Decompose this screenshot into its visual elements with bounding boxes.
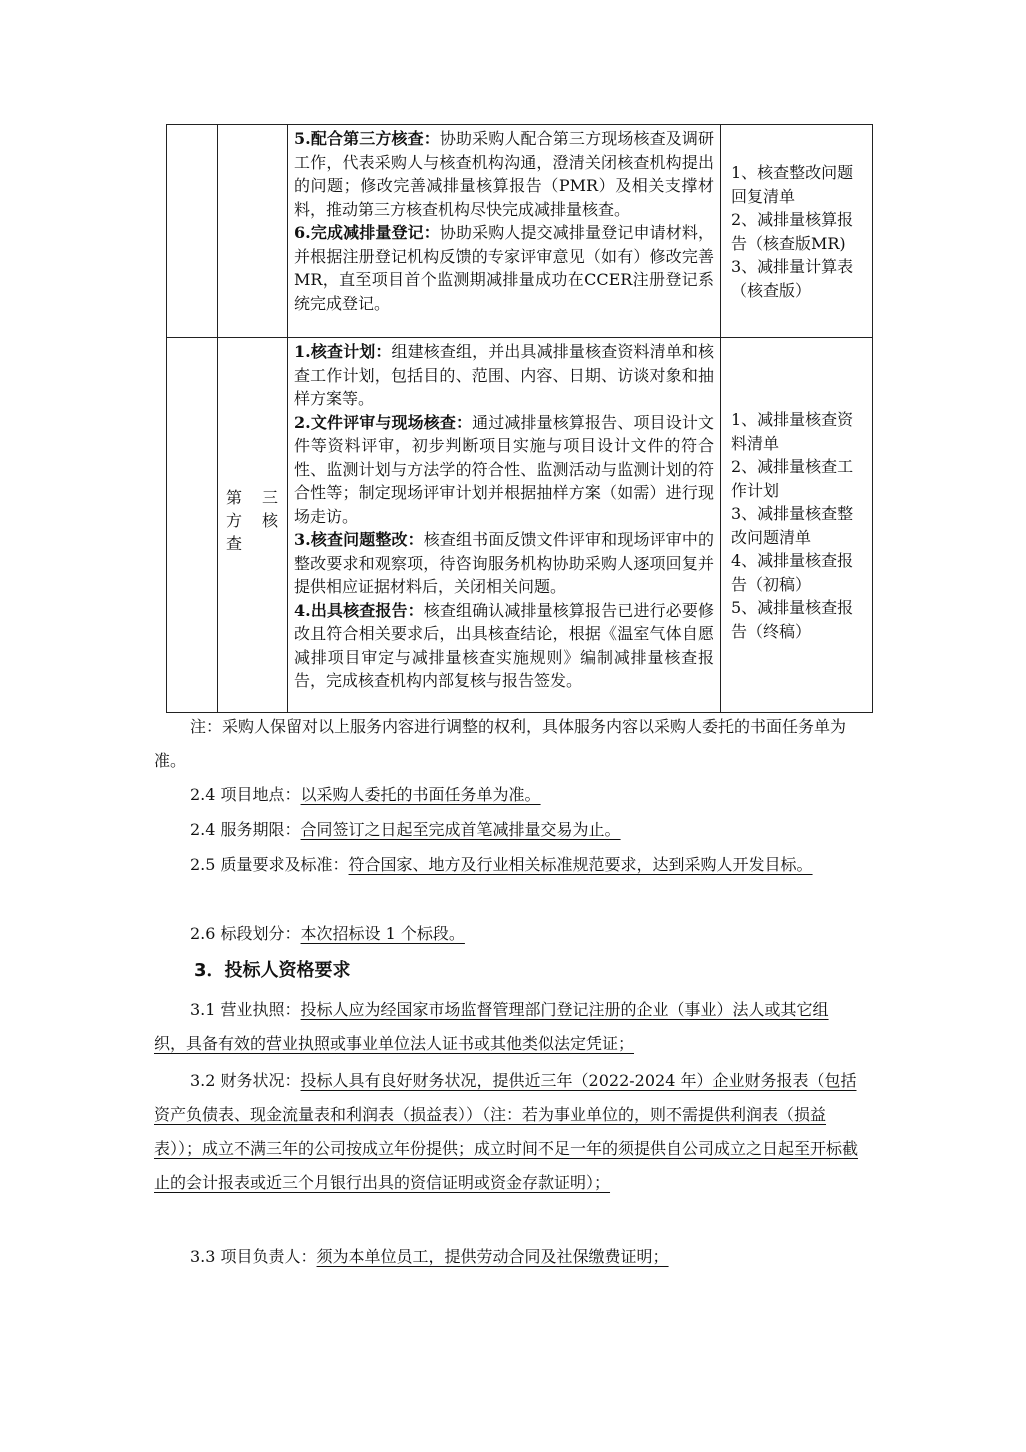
field-label: 3.1 营业执照： xyxy=(190,1000,301,1019)
stage-char: 查 xyxy=(226,534,243,553)
deliverable-item: 4、减排量核查报告（初稿） xyxy=(731,551,854,594)
list-item: 2.文件评审与现场核查：通过减排量核算报告、项目设计文件等资料评审，初步判断项目实施与项目设计文件的符合性、监测计划与方法学的符合性、监测活动与监测计划的符合性等；制定现场评审计划并根据抽样方案（如需）进行现场走访。 xyxy=(294,412,714,526)
deliverable-item: 1、核查整改问题回复清单 xyxy=(731,163,854,206)
service-table xyxy=(166,124,873,713)
stage-char: 第 xyxy=(226,488,243,507)
stage-char: 核 xyxy=(262,511,279,530)
financial-status xyxy=(154,1064,858,1200)
deliverables-cell xyxy=(721,125,873,338)
content-cell xyxy=(288,125,721,338)
field-value: 须为本单位员工，提供劳动合同及社保缴费证明； xyxy=(316,1247,669,1266)
content-cell xyxy=(288,338,721,713)
field-label: 3.2 财务状况： xyxy=(190,1071,301,1090)
service-period xyxy=(154,813,858,847)
deliverable-item: 3、减排量核查整改问题清单 xyxy=(731,504,854,547)
stage-cell xyxy=(218,125,288,338)
field-label: 2.6 标段划分： xyxy=(190,924,301,943)
deliverable-item: 2、减排量核查工作计划 xyxy=(731,457,854,500)
field-value: 合同签订之日起至完成首笔减排量交易为止。 xyxy=(300,820,621,839)
deliverable-item: 5、减排量核查报告（终稿） xyxy=(731,598,854,641)
list-item: 5.配合第三方核查：协助采购人配合第三方现场核查及调研工作，代表采购人与核查机构沟通，澄清关闭核查机构提出的问题；修改完善减排量核算报告（PMR）及相关支撑材料，推动第三方核查机构尽快完成减排量核查。 xyxy=(294,129,714,219)
field-label: 3.3 项目负责人： xyxy=(190,1247,317,1266)
table-row xyxy=(167,125,873,338)
empty-cell xyxy=(167,338,218,713)
empty-cell xyxy=(167,125,218,338)
business-license xyxy=(154,993,858,1061)
list-item: 6.完成减排量登记：协助采购人提交减排量登记申请材料，并根据注册登记机构反馈的专家评审意见（如有）修改完善MR，直至项目首个监测期减排量成功在CCER注册登记系统完成登记。 xyxy=(294,223,714,313)
deliverable-item: 1、减排量核查资料清单 xyxy=(731,410,854,453)
section-heading: 3．投标人资格要求 xyxy=(194,960,351,981)
lot-division xyxy=(154,917,858,951)
field-value: 以采购人委托的书面任务单为准。 xyxy=(300,785,541,804)
stage-char: 三 xyxy=(262,488,279,507)
field-value: 投标人应为经国家市场监督管理部门登记注册的企业（事业）法人或其它组织，具备有效的营业执照或事业单位法人证书或其他类似法定凭证； xyxy=(154,1000,829,1053)
quality-requirements xyxy=(154,848,858,882)
stage-char: 方 xyxy=(226,511,243,530)
stage-cell xyxy=(218,338,288,713)
deliverables-cell xyxy=(721,338,873,713)
list-item: 1.核查计划：组建核查组，并出具减排量核查资料清单和核查工作计划，包括目的、范围、内容、日期、访谈对象和抽样方案等。 xyxy=(294,342,714,408)
field-label: 2.4 服务期限： xyxy=(190,820,301,839)
table-row xyxy=(167,338,873,713)
deliverable-item: 3、减排量计算表（核查版） xyxy=(731,257,854,300)
field-label: 2.5 质量要求及标准： xyxy=(190,855,349,874)
project-location xyxy=(154,778,858,812)
field-value: 符合国家、地方及行业相关标准规范要求，达到采购人开发目标。 xyxy=(348,855,813,874)
stage-label xyxy=(218,338,287,712)
table-note: 注：采购人保留对以上服务内容进行调整的权利，具体服务内容以采购人委托的书面任务单为准。 xyxy=(154,717,847,770)
deliverable-item: 2、减排量核算报告（核查版MR) xyxy=(731,210,854,253)
list-item: 4.出具核查报告：核查组确认减排量核算报告已进行必要修改且符合相关要求后，出具核查结论，根据《温室气体自愿减排项目审定与减排量核查实施规则》编制减排量核查报告，完成核查机构内部复核与报告签发。 xyxy=(294,600,714,690)
project-manager xyxy=(154,1240,858,1274)
list-item: 3.核查问题整改：核查组书面反馈文件评审和现场评审中的整改要求和观察项，待咨询服务机构协助采购人逐项回复并提供相应证据材料后，关闭相关问题。 xyxy=(294,530,714,596)
field-value: 本次招标设 1 个标段。 xyxy=(300,924,465,943)
field-value: 投标人具有良好财务状况，提供近三年（2022-2024 年）企业财务报表（包括资产负债表、现金流量表和利润表（损益表））（注：若为事业单位的，则不需提供利润表（损益表））；成立不满三年的公司按成立年份提供；成立时间不足一年的须提供自公司成立之日起至开标截止的会计报表或近三个月银行出具的资信证明或资金存款证明）； xyxy=(154,1071,859,1192)
field-label: 2.4 项目地点： xyxy=(190,785,301,804)
